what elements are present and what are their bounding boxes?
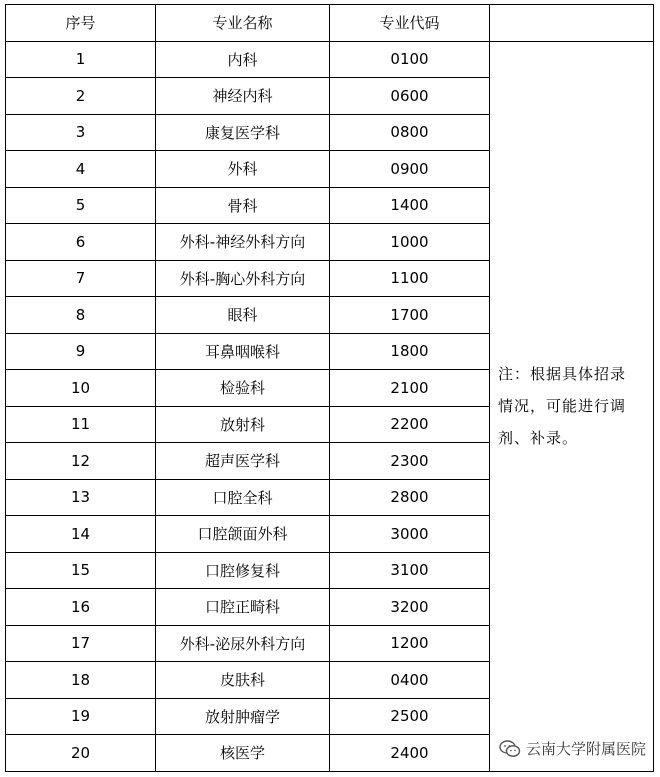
- cell-index: 10: [6, 370, 156, 407]
- cell-major-code: 1700: [330, 297, 490, 334]
- note-line: 情况，可能进行调: [498, 397, 627, 415]
- cell-major-code: 2500: [330, 698, 490, 735]
- header-index: 序号: [6, 5, 156, 42]
- cell-major-code: 0100: [330, 41, 490, 78]
- cell-major-name: 检验科: [156, 370, 330, 407]
- cell-major-name: 内科: [156, 41, 330, 78]
- cell-major-name: 耳鼻咽喉科: [156, 333, 330, 370]
- cell-index: 18: [6, 662, 156, 699]
- cell-major-name: 口腔修复科: [156, 552, 330, 589]
- cell-index: 19: [6, 698, 156, 735]
- cell-major-name: 口腔全科: [156, 479, 330, 516]
- table-row: [6, 41, 654, 78]
- cell-major-name: 眼科: [156, 297, 330, 334]
- cell-major-name: 外科-胸心外科方向: [156, 260, 330, 297]
- wechat-icon: [499, 740, 521, 758]
- cell-major-code: 1800: [330, 333, 490, 370]
- cell-index: 2: [6, 78, 156, 115]
- cell-major-code: 2200: [330, 406, 490, 443]
- cell-major-code: 0900: [330, 151, 490, 188]
- cell-index: 8: [6, 297, 156, 334]
- watermark: [497, 736, 648, 761]
- header-row: [6, 5, 654, 42]
- cell-index: 15: [6, 552, 156, 589]
- cell-major-code: 3200: [330, 589, 490, 626]
- cell-major-code: 0400: [330, 662, 490, 699]
- cell-index: 9: [6, 333, 156, 370]
- cell-index: 20: [6, 735, 156, 772]
- cell-major-name: 外科: [156, 151, 330, 188]
- cell-major-code: 1200: [330, 625, 490, 662]
- cell-major-code: 1100: [330, 260, 490, 297]
- cell-major-code: 2400: [330, 735, 490, 772]
- cell-major-code: 2100: [330, 370, 490, 407]
- cell-index: 17: [6, 625, 156, 662]
- cell-index: 12: [6, 443, 156, 480]
- cell-major-name: 放射肿瘤学: [156, 698, 330, 735]
- cell-major-code: 3100: [330, 552, 490, 589]
- cell-index: 14: [6, 516, 156, 553]
- cell-major-code: 0800: [330, 114, 490, 151]
- cell-major-name: 口腔正畸科: [156, 589, 330, 626]
- note-line: 注：根据具体招录: [498, 365, 627, 383]
- cell-major-code: 0600: [330, 78, 490, 115]
- cell-major-name: 神经内科: [156, 78, 330, 115]
- cell-index: 7: [6, 260, 156, 297]
- note-line: 剂、补录。: [498, 429, 579, 447]
- cell-index: 5: [6, 187, 156, 224]
- cell-major-name: 超声医学科: [156, 443, 330, 480]
- cell-major-name: 放射科: [156, 406, 330, 443]
- cell-major-name: 口腔颌面外科: [156, 516, 330, 553]
- cell-index: 3: [6, 114, 156, 151]
- major-table: [5, 4, 654, 772]
- cell-index: 11: [6, 406, 156, 443]
- cell-index: 13: [6, 479, 156, 516]
- cell-major-name: 皮肤科: [156, 662, 330, 699]
- cell-major-name: 骨科: [156, 187, 330, 224]
- cell-index: 4: [6, 151, 156, 188]
- cell-major-name: 外科-泌尿外科方向: [156, 625, 330, 662]
- cell-major-code: 2800: [330, 479, 490, 516]
- cell-major-name: 康复医学科: [156, 114, 330, 151]
- header-major-code: 专业代码: [330, 5, 490, 42]
- cell-major-code: 2300: [330, 443, 490, 480]
- cell-major-name: 核医学: [156, 735, 330, 772]
- cell-index: 6: [6, 224, 156, 261]
- cell-index: 16: [6, 589, 156, 626]
- note-cell: [490, 41, 654, 771]
- table-body: [6, 5, 654, 772]
- cell-major-code: 1400: [330, 187, 490, 224]
- cell-major-name: 外科-神经外科方向: [156, 224, 330, 261]
- watermark-text: 云南大学附属医院: [525, 740, 646, 758]
- cell-major-code: 1000: [330, 224, 490, 261]
- cell-major-code: 3000: [330, 516, 490, 553]
- header-major-name: 专业名称: [156, 5, 330, 42]
- header-empty-cell: [490, 5, 654, 42]
- cell-index: 1: [6, 41, 156, 78]
